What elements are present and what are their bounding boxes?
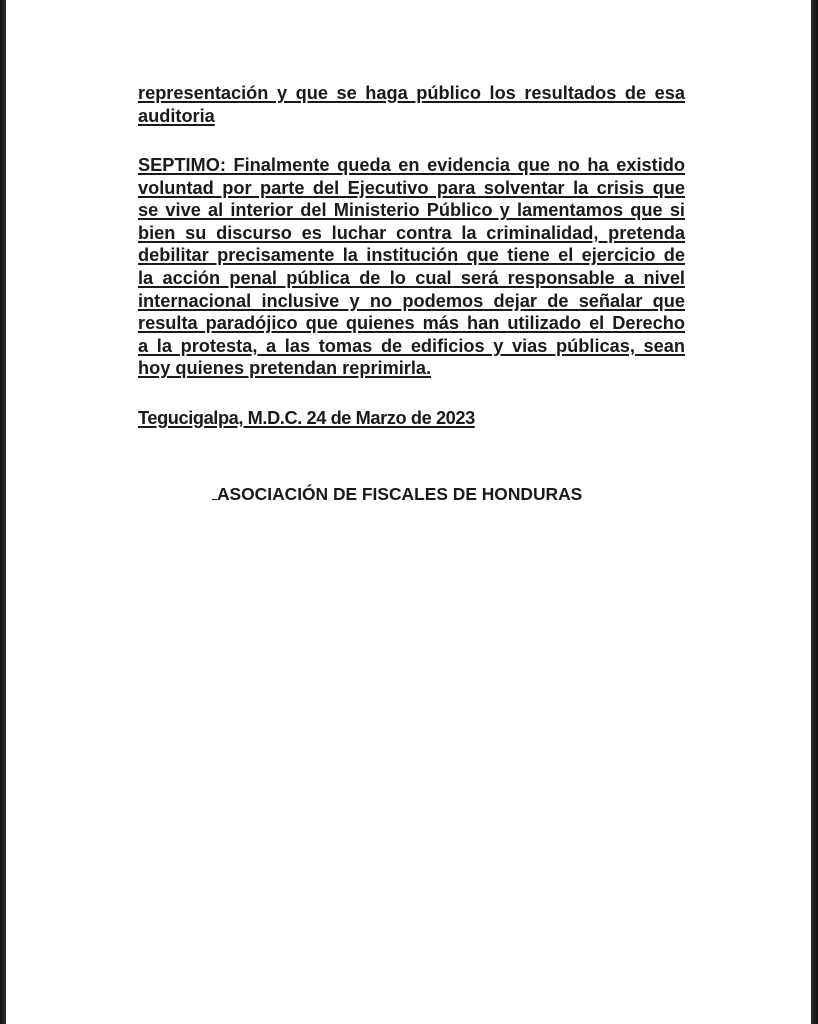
place-date-line: Tegucigalpa, M.D.C. 24 de Marzo de 2023 [138, 408, 475, 428]
text-line: representación y que se haga público los resultados de esa [138, 83, 685, 103]
document-page [6, 0, 811, 1024]
text-line: la acción penal pública de lo cual será responsable a nivel [138, 267, 685, 288]
text-line: resulta paradójico que quienes más han utilizado el Derecho [138, 313, 685, 334]
right-dark-border [811, 0, 818, 1024]
text-line: bien su discurso es luchar contra la criminalidad, pretenda [138, 222, 685, 243]
paragraph-septimo [138, 154, 685, 380]
signature-block [212, 482, 582, 506]
text-line: debilitar precisamente la institución que tiene el ejercicio de [138, 245, 685, 266]
text-line: se vive al interior del Ministerio Público y lamentamos que si [138, 200, 685, 221]
text-line: auditoria [138, 105, 215, 126]
paragraph-continuation [138, 82, 685, 127]
text-line: internacional inclusive y no podemos dejar de señalar que [138, 290, 685, 311]
text-line: a la protesta, a las tomas de edificios y vias públicas, sean [138, 335, 685, 356]
text-line: SEPTIMO: Finalmente queda en evidencia que no ha existido [138, 155, 685, 175]
text-line: voluntad por parte del Ejecutivo para solventar la crisis que [138, 177, 685, 198]
text-line: hoy quienes pretendan reprimirla. [138, 358, 432, 379]
signature-organization: ASOCIACIÓN DE FISCALES DE HONDURAS [217, 484, 583, 504]
